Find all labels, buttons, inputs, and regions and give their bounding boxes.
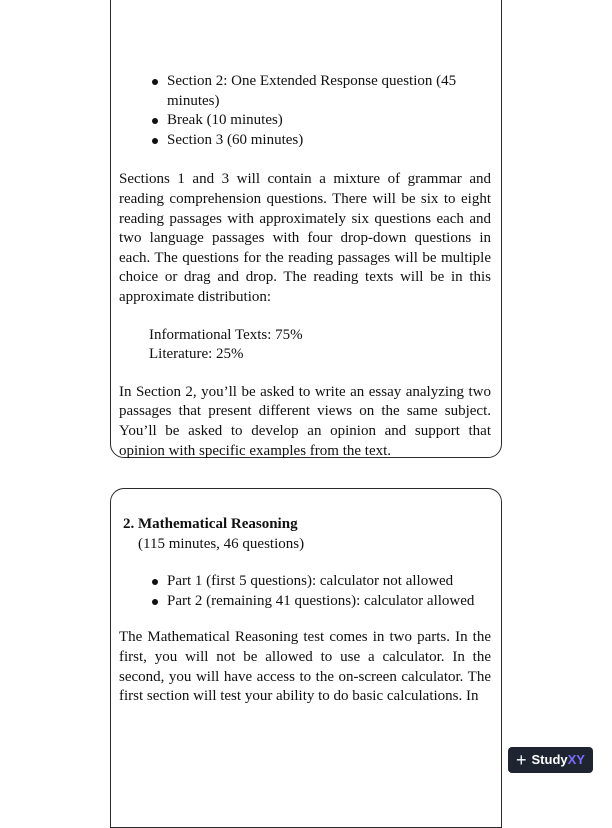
section-heading: 2. Mathematical Reasoning [123,516,298,532]
card2-content [119,515,491,707]
card1-paragraph-1: Sections 1 and 3 will contain a mixture of grammar and reading comprehension questions. There will be six to eight reading passages with approximately six questions each and two language passages with four drop-down questions in each. The questions for the reading passages will be multiple choice or drag and drop. The reading texts will be in this approximate distribution: [119,171,491,305]
brand-accent: XY [567,752,585,768]
card1-paragraph-2: In Section 2, you’ll be asked to write an essay analyzing two passages that present different views on the same subject. You’ll be asked to develop an opinion and support that opinion with specific examples from the text. [119,383,491,459]
section-subheading: (115 minutes, 46 questions) [138,535,305,552]
list-item: Break (10 minutes) [119,111,491,131]
card1-content [119,72,491,461]
list-item: Section 3 (60 minutes) [119,131,491,151]
plus-icon: + [516,750,527,770]
card2-bullet-list [119,572,491,611]
distribution-informational: Informational Texts: 75% [149,326,303,343]
brand-name: Study [531,752,568,768]
studyxy-badge[interactable] [508,747,593,773]
card2-paragraph: The Mathematical Reasoning test comes in two parts. In the first, you will not be allowed to use a calculator. In the second, you will have access to the on-screen calculator. The first section will test your ability to do basic calculations. In [119,629,491,705]
distribution-literature: Literature: 25% [149,346,244,363]
list-item: Part 1 (first 5 questions): calculator not allowed [119,572,491,592]
distribution-list [119,326,491,365]
list-item: Part 2 (remaining 41 questions): calculator allowed [119,592,491,612]
card1-bullet-list [119,72,491,150]
list-item: Section 2: One Extended Response question (45 minutes) [119,72,491,111]
